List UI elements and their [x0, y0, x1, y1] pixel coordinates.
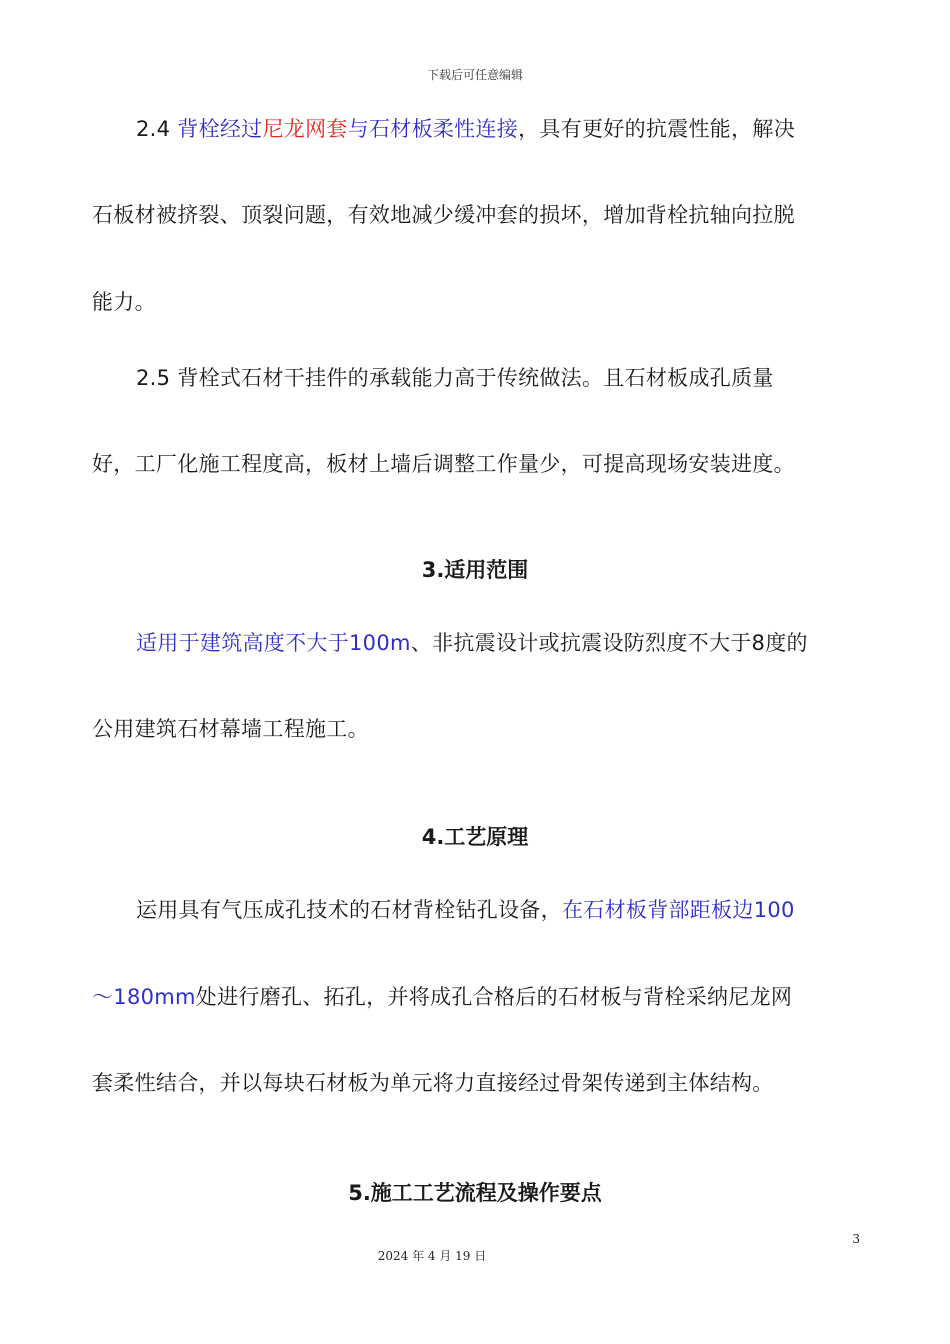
section-4-heading: 4.工艺原理	[421, 825, 529, 849]
para-2-5-line-1: 2.5 背栓式石材干挂件的承载能力高于传统做法。且石材板成孔质量	[136, 366, 774, 390]
body-text: 、非抗震设计或抗震设防烈度不大于8度的	[410, 631, 808, 655]
highlight-blue-text: 在石材板背部距板边100	[562, 898, 795, 922]
highlight-blue-text: 适用于建筑高度不大于100m	[136, 631, 411, 655]
para-2-4-line-1	[136, 114, 860, 144]
highlight-blue-text: ～180mm	[92, 985, 196, 1009]
body-text: ，具有更好的抗震性能，解决	[518, 117, 795, 141]
para-2-4-line-3: 能力。	[92, 290, 156, 314]
para-4-line-2	[92, 982, 860, 1012]
page-number: 3	[852, 1232, 860, 1246]
section-number: 2.4	[136, 117, 178, 141]
highlight-red-text: 尼龙网套	[262, 117, 348, 141]
highlight-blue-text: 背栓经过	[177, 117, 263, 141]
para-3-line-2: 公用建筑石材幕墙工程施工。	[92, 717, 369, 741]
para-4-line-1	[136, 895, 860, 925]
para-2-5-line-2: 好，工厂化施工程度高，板材上墙后调整工作量少，可提高现场安装进度。	[92, 452, 795, 476]
para-4-line-3: 套柔性结合，并以每块石材板为单元将力直接经过骨架传递到主体结构。	[92, 1071, 774, 1095]
section-5-heading: 5.施工工艺流程及操作要点	[348, 1181, 602, 1205]
para-3-line-1	[136, 628, 860, 658]
highlight-blue-text: 与石材板柔性连接	[347, 117, 519, 141]
body-text: 处进行磨孔、拓孔，并将成孔合格后的石材板与背栓采纳尼龙网	[195, 985, 793, 1009]
footer-date: 2024 年 4 月 19 日	[377, 1249, 487, 1263]
section-3-heading: 3.适用范围	[421, 558, 529, 582]
page-header: 下载后可任意编辑	[426, 68, 523, 82]
para-2-4-line-2: 石板材被挤裂、顶裂问题，有效地减少缓冲套的损坏，增加背栓抗轴向拉脱	[92, 203, 795, 227]
body-text: 运用具有气压成孔技术的石材背栓钻孔设备，	[136, 898, 562, 922]
